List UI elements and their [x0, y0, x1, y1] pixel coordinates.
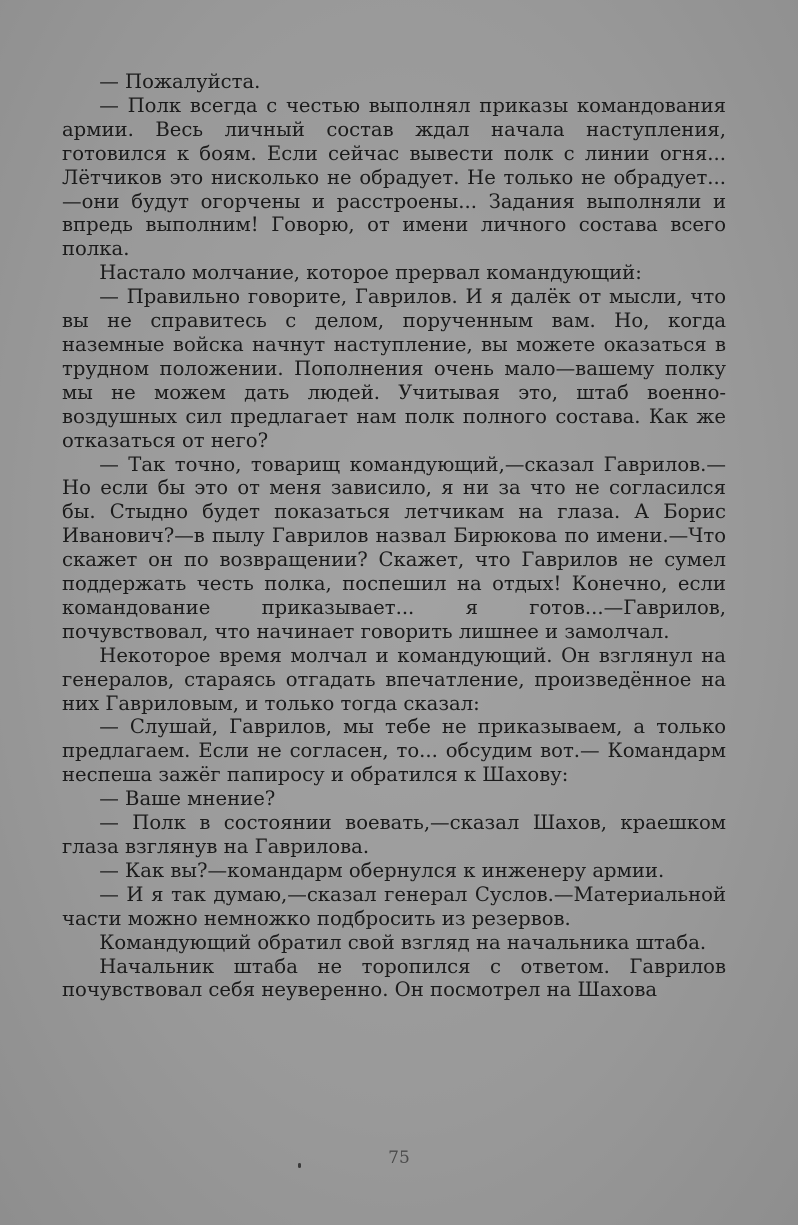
- paragraph: — Полк всегда с честью выполнял приказы командования армии. Весь личный состав ждал начала наступления, готовился к боям. Если сейчас вывести полк с линии огня... Лётчиков это нисколько не обрадует. Не только не обрадует...—они будут огорчены и расстроены... Задания выполняли и впредь выполним! Говорю, от имени личного состава всего полка.: [62, 93, 726, 261]
- paragraph: — Правильно говорите, Гаврилов. И я далёк от мысли, что вы не справитесь с делом, порученным вам. Но, когда наземные войска начнут наступление, вы можете оказаться в трудном положении. Пополнения очень мало—вашему полку мы не можем дать людей. Учитывая это, штаб военно-воздушных сил предлагает нам полк полного состава. Как же отказаться от него?: [62, 285, 726, 452]
- paragraph: Начальник штаба не торопился с ответом. Гаврилов почувствовал себя неуверенно. Он посмотрел на Шахова: [62, 954, 726, 1002]
- paragraph: — Как вы?—командарм обернулся к инженеру армии.: [99, 858, 665, 882]
- paragraph: Некоторое время молчал и командующий. Он взглянул на генералов, стараясь отгадать впечатление, произведённое на них Гавриловым, и только тогда сказал:: [62, 643, 726, 715]
- paragraph: — Полк в состоянии воевать,—сказал Шахов, краешком глаза взглянув на Гаврилова.: [62, 811, 726, 858]
- paragraph: Командующий обратил свой взгляд на начальника штаба.: [99, 930, 707, 954]
- paragraph: — Так точно, товарищ командующий,—сказал Гаврилов.—Но если бы это от меня зависило, я ни за что не согласился бы. Стыдно будет показаться летчикам на глаза. А Борис Иванович?—в пылу Гаврилов назвал Бирюкова по имени.—Что скажет он по возвращении? Скажет, что Гаврилов не сумел поддержать честь полка, поспешил на отдых! Конечно, если командование приказывает... я готов...—Гаврилов, почувствовал, что начинает говорить лишнее и замолчал.: [62, 452, 726, 643]
- ink-speck: [298, 1163, 301, 1168]
- paragraph: — Пожалуйста.: [99, 70, 261, 93]
- paragraph: — Ваше мнение?: [99, 787, 276, 811]
- paragraph: — Слушай, Гаврилов, мы тебе не приказываем, а только предлагаем. Если не согласен, то... обсудим вот.— Командарм неспеша зажёг папиросу и обратился к Шахову:: [62, 715, 726, 787]
- page-number: 75: [388, 1148, 410, 1168]
- body-text: [62, 70, 726, 1002]
- paragraph: — И я так думаю,—сказал генерал Суслов.—Материальной части можно немножко подбросить из резервов.: [62, 882, 726, 930]
- paragraph: Настало молчание, которое прервал командующий:: [99, 261, 642, 285]
